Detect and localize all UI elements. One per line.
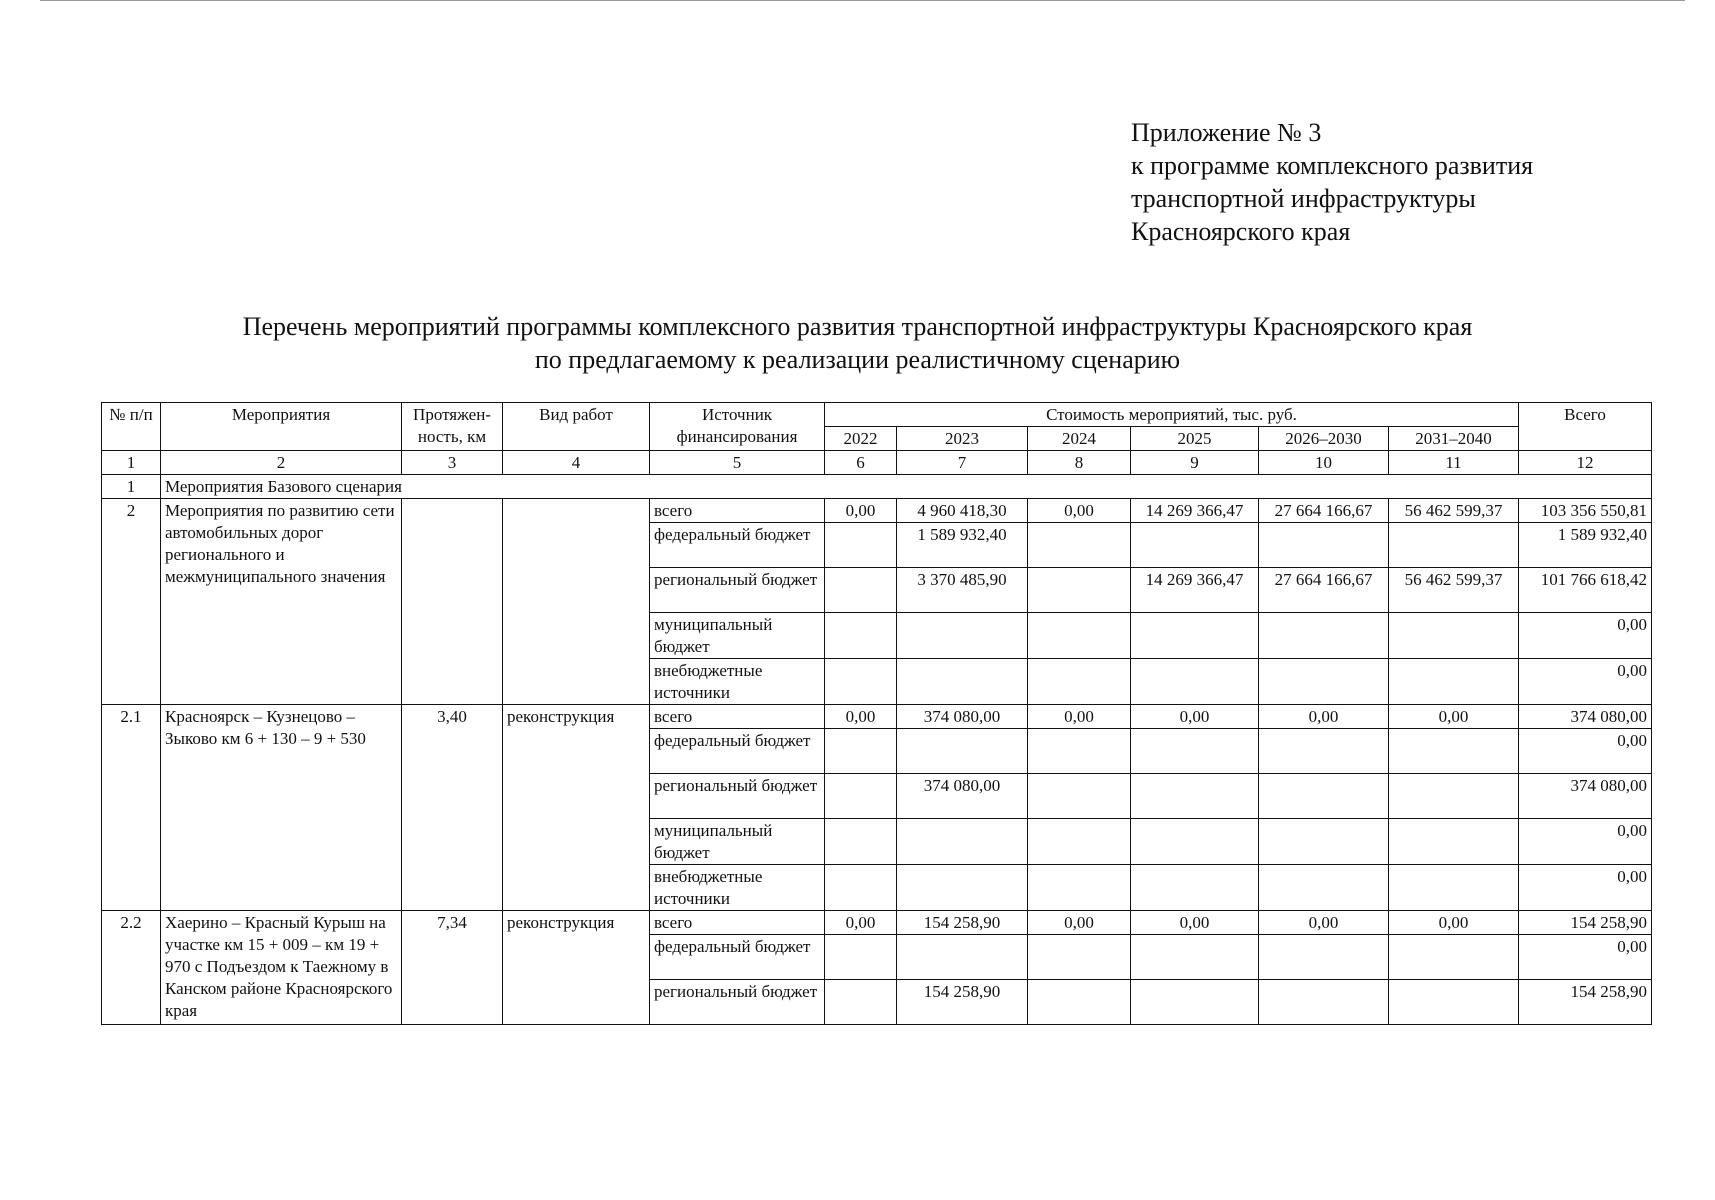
total-cell: 0,00 <box>1519 935 1652 980</box>
work-type <box>503 499 650 705</box>
total-cell: 154 258,90 <box>1519 911 1652 935</box>
cost-cell <box>1028 774 1131 819</box>
total-cell: 374 080,00 <box>1519 705 1652 729</box>
cost-cell <box>897 729 1028 774</box>
column-number: 6 <box>825 451 897 475</box>
cost-cell <box>1389 729 1519 774</box>
funding-source: внебюджетные источники <box>650 659 825 705</box>
cost-cell <box>1389 613 1519 659</box>
cost-cell <box>825 729 897 774</box>
column-number: 11 <box>1389 451 1519 475</box>
header-year: 2024 <box>1028 427 1131 451</box>
header-total: Всего <box>1519 403 1652 451</box>
column-number: 1 <box>102 451 161 475</box>
cost-cell <box>1259 729 1389 774</box>
cost-cell <box>1389 935 1519 980</box>
funding-source: всего <box>650 911 825 935</box>
section-num: 1 <box>102 475 161 499</box>
cost-cell: 0,00 <box>825 911 897 935</box>
cost-cell: 0,00 <box>1259 911 1389 935</box>
table-row <box>102 705 1652 729</box>
cost-cell <box>1259 659 1389 705</box>
column-number: 2 <box>161 451 402 475</box>
cost-cell: 1 589 932,40 <box>897 523 1028 568</box>
title-line: по предлагаемому к реализации реалистичному сценарию <box>534 345 1181 374</box>
row-length: 3,40 <box>402 705 503 911</box>
cost-cell: 0,00 <box>1259 705 1389 729</box>
cost-cell <box>1131 980 1259 1025</box>
total-cell: 0,00 <box>1519 819 1652 865</box>
cost-cell <box>1389 819 1519 865</box>
header-num: № п/п <box>102 403 161 451</box>
cost-cell: 0,00 <box>1389 911 1519 935</box>
header-work-type: Вид работ <box>503 403 650 451</box>
cost-cell <box>1389 865 1519 911</box>
cost-cell <box>1389 774 1519 819</box>
column-number: 5 <box>650 451 825 475</box>
total-cell: 0,00 <box>1519 613 1652 659</box>
header-length: Протяжен-ность, км <box>402 403 503 451</box>
cost-cell <box>897 865 1028 911</box>
section-label: Мероприятия Базового сценария <box>161 475 1652 499</box>
cost-cell: 0,00 <box>825 705 897 729</box>
cost-cell <box>1028 523 1131 568</box>
total-cell: 0,00 <box>1519 729 1652 774</box>
cost-cell <box>825 935 897 980</box>
total-cell: 0,00 <box>1519 659 1652 705</box>
row-num: 2 <box>102 499 161 705</box>
column-number: 10 <box>1259 451 1389 475</box>
title-line: Перечень мероприятий программы комплексного развития транспортной инфраструктуры Красноярского края <box>242 312 1473 341</box>
header-year: 2025 <box>1131 427 1259 451</box>
cost-cell: 0,00 <box>825 499 897 523</box>
column-number: 12 <box>1519 451 1652 475</box>
cost-cell <box>897 935 1028 980</box>
cost-cell <box>1131 774 1259 819</box>
cost-cell: 56 462 599,37 <box>1389 499 1519 523</box>
cost-cell <box>1028 613 1131 659</box>
funding-source: федеральный бюджет <box>650 523 825 568</box>
cost-cell <box>1028 568 1131 613</box>
measure-name: Хаерино – Красный Курыш на участке км 15 + 009 – км 19 + 970 с Подъездом к Таежному в Канском районе Красноярского края <box>161 911 402 1025</box>
funding-source: федеральный бюджет <box>650 935 825 980</box>
cost-cell <box>825 774 897 819</box>
cost-cell <box>1389 980 1519 1025</box>
cost-cell <box>897 659 1028 705</box>
column-number: 7 <box>897 451 1028 475</box>
cost-cell <box>825 568 897 613</box>
cost-cell <box>1259 819 1389 865</box>
row-length <box>402 499 503 705</box>
cost-cell: 154 258,90 <box>897 911 1028 935</box>
row-num: 2.1 <box>102 705 161 911</box>
cost-cell: 0,00 <box>1131 911 1259 935</box>
funding-source: региональный бюджет <box>650 980 825 1025</box>
cost-cell <box>1259 613 1389 659</box>
cost-cell <box>1259 980 1389 1025</box>
funding-source: внебюджетные источники <box>650 865 825 911</box>
header-cost: Стоимость мероприятий, тыс. руб. <box>825 403 1519 427</box>
row-length: 7,34 <box>402 911 503 1025</box>
header-year: 2031–2040 <box>1389 427 1519 451</box>
total-cell: 101 766 618,42 <box>1519 568 1652 613</box>
cost-cell <box>1028 729 1131 774</box>
column-number: 4 <box>503 451 650 475</box>
cost-cell: 4 960 418,30 <box>897 499 1028 523</box>
total-cell: 0,00 <box>1519 865 1652 911</box>
funding-source: всего <box>650 499 825 523</box>
total-cell: 1 589 932,40 <box>1519 523 1652 568</box>
cost-cell <box>1131 935 1259 980</box>
total-cell: 374 080,00 <box>1519 774 1652 819</box>
header-year: 2026–2030 <box>1259 427 1389 451</box>
cost-cell <box>1131 819 1259 865</box>
appendix-line: Приложение № 3 <box>1131 118 1322 147</box>
cost-cell <box>825 865 897 911</box>
cost-cell: 14 269 366,47 <box>1131 499 1259 523</box>
cost-cell <box>1028 819 1131 865</box>
cost-cell <box>1259 774 1389 819</box>
cost-cell: 154 258,90 <box>897 980 1028 1025</box>
cost-cell <box>897 613 1028 659</box>
funding-source: региональный бюджет <box>650 568 825 613</box>
cost-cell <box>1259 523 1389 568</box>
cost-cell: 0,00 <box>1028 499 1131 523</box>
column-number: 8 <box>1028 451 1131 475</box>
funding-source: всего <box>650 705 825 729</box>
column-number: 3 <box>402 451 503 475</box>
cost-cell <box>825 613 897 659</box>
appendix-line: Красноярского края <box>1131 217 1351 246</box>
row-num: 2.2 <box>102 911 161 1025</box>
table-row <box>102 499 1652 523</box>
column-number: 9 <box>1131 451 1259 475</box>
appendix-line: к программе комплексного развития <box>1131 151 1534 180</box>
table-row <box>102 911 1652 935</box>
cost-cell <box>1389 523 1519 568</box>
cost-cell <box>897 819 1028 865</box>
header-year: 2022 <box>825 427 897 451</box>
cost-cell <box>825 819 897 865</box>
document-title <box>0 310 1715 376</box>
cost-cell: 0,00 <box>1028 911 1131 935</box>
total-cell: 154 258,90 <box>1519 980 1652 1025</box>
scan-top-rule <box>40 0 1685 1</box>
cost-cell <box>1028 659 1131 705</box>
cost-cell: 14 269 366,47 <box>1131 568 1259 613</box>
cost-cell: 3 370 485,90 <box>897 568 1028 613</box>
section-row <box>102 475 1652 499</box>
cost-cell: 27 664 166,67 <box>1259 568 1389 613</box>
cost-cell <box>825 659 897 705</box>
cost-cell <box>1028 980 1131 1025</box>
cost-cell: 374 080,00 <box>897 774 1028 819</box>
header-source: Источник финансирования <box>650 403 825 451</box>
header-year: 2023 <box>897 427 1028 451</box>
cost-cell <box>1131 613 1259 659</box>
funding-source: муниципальный бюджет <box>650 819 825 865</box>
cost-cell: 374 080,00 <box>897 705 1028 729</box>
funding-source: муниципальный бюджет <box>650 613 825 659</box>
cost-cell <box>1131 865 1259 911</box>
cost-cell: 56 462 599,37 <box>1389 568 1519 613</box>
cost-cell <box>1028 935 1131 980</box>
cost-cell <box>1131 729 1259 774</box>
funding-source: федеральный бюджет <box>650 729 825 774</box>
cost-cell: 27 664 166,67 <box>1259 499 1389 523</box>
cost-cell <box>825 523 897 568</box>
cost-cell <box>1259 865 1389 911</box>
header-measure: Мероприятия <box>161 403 402 451</box>
cost-cell: 0,00 <box>1131 705 1259 729</box>
measure-name: Красноярск – Кузнецово – Зыково км 6 + 130 – 9 + 530 <box>161 705 402 911</box>
cost-cell <box>1028 865 1131 911</box>
work-type: реконструкция <box>503 911 650 1025</box>
cost-cell <box>1389 659 1519 705</box>
funding-source: региональный бюджет <box>650 774 825 819</box>
cost-cell <box>1131 659 1259 705</box>
cost-cell <box>1259 935 1389 980</box>
appendix-note <box>1131 116 1533 248</box>
measure-name: Мероприятия по развитию сети автомобильных дорог регионального и межмуниципального значения <box>161 499 402 705</box>
cost-cell <box>1131 523 1259 568</box>
cost-cell <box>825 980 897 1025</box>
work-type: реконструкция <box>503 705 650 911</box>
appendix-line: транспортной инфраструктуры <box>1131 184 1476 213</box>
cost-cell: 0,00 <box>1389 705 1519 729</box>
cost-cell: 0,00 <box>1028 705 1131 729</box>
total-cell: 103 356 550,81 <box>1519 499 1652 523</box>
measures-table <box>101 402 1652 1025</box>
